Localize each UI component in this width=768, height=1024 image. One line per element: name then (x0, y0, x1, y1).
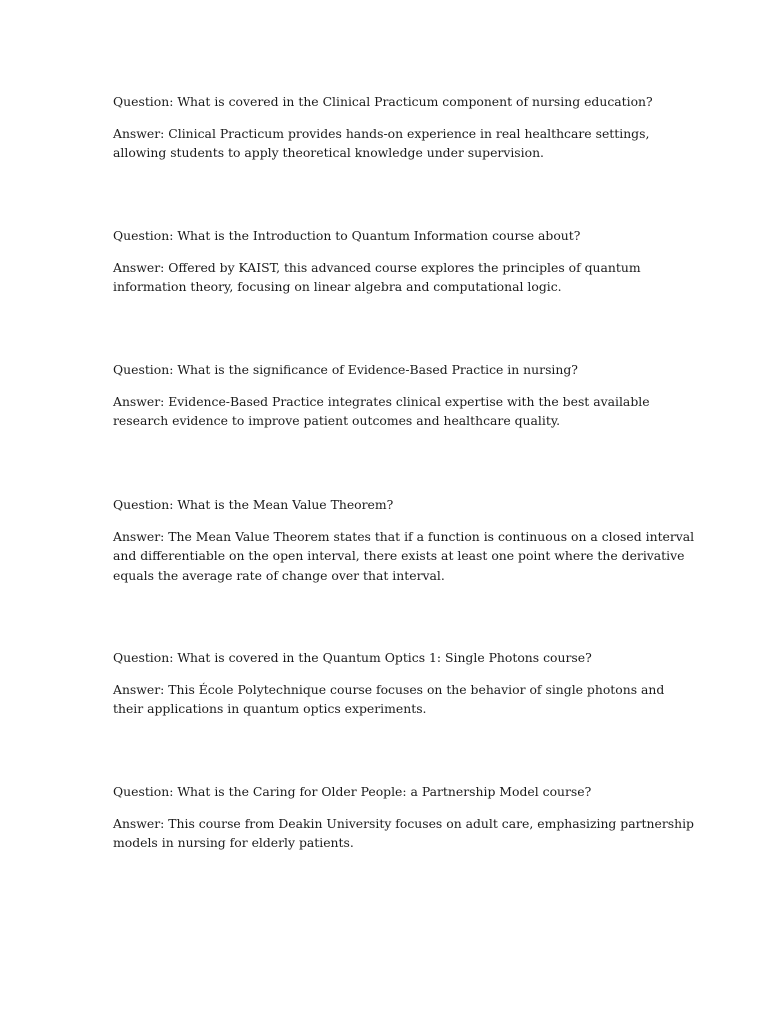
answer-line: Answer: Evidence-Based Practice integrates clinical expertise with the best available (113, 393, 650, 409)
answer-line: allowing students to apply theoretical knowledge under supervision. (113, 145, 544, 160)
answer-line: models in nursing for elderly patients. (113, 835, 354, 850)
answer-text (113, 814, 694, 853)
answer-line: Answer: The Mean Value Theorem states that if a function is continuous on a closed interval (113, 528, 695, 544)
answer-text (113, 258, 673, 297)
question-text: Question: What is the Introduction to Quantum Information course about? (113, 228, 581, 243)
qa-block-5 (113, 648, 673, 719)
answer-line: equals the average rate of change over that interval. (113, 567, 445, 583)
answer-line: Answer: Offered by KAIST, this advanced course explores the principles of quantum (113, 259, 641, 275)
qa-block-1 (113, 92, 673, 163)
answer-line: information theory, focusing on linear algebra and computational logic. (113, 279, 562, 294)
answer-text (113, 392, 673, 431)
answer-line: Answer: Clinical Practicum provides hands-on experience in real healthcare settings, (113, 125, 650, 141)
question-text: Question: What is covered in the Clinical Practicum component of nursing education? (113, 94, 653, 109)
question-text: Question: What is the Mean Value Theorem? (113, 497, 394, 512)
question-text: Question: What is the significance of Evidence-Based Practice in nursing? (113, 362, 578, 377)
answer-line: and differentiable on the open interval, there exists at least one point where the derivative (113, 548, 685, 563)
qa-block-2 (113, 226, 673, 297)
answer-text (113, 124, 673, 163)
answer-line: Answer: This course from Deakin University focuses on adult care, emphasizing partnership (113, 815, 694, 831)
qa-block-6 (113, 782, 694, 853)
qa-block-4 (113, 495, 695, 585)
question-text: Question: What is the Caring for Older People: a Partnership Model course? (113, 784, 592, 799)
qa-block-3 (113, 360, 673, 431)
answer-line: research evidence to improve patient outcomes and healthcare quality. (113, 413, 561, 428)
answer-text (113, 527, 695, 586)
answer-line: Answer: This École Polytechnique course focuses on the behavior of single photons and (113, 681, 665, 697)
answer-line: their applications in quantum optics experiments. (113, 701, 427, 716)
question-text: Question: What is covered in the Quantum Optics 1: Single Photons course? (113, 650, 592, 665)
answer-text (113, 680, 673, 719)
